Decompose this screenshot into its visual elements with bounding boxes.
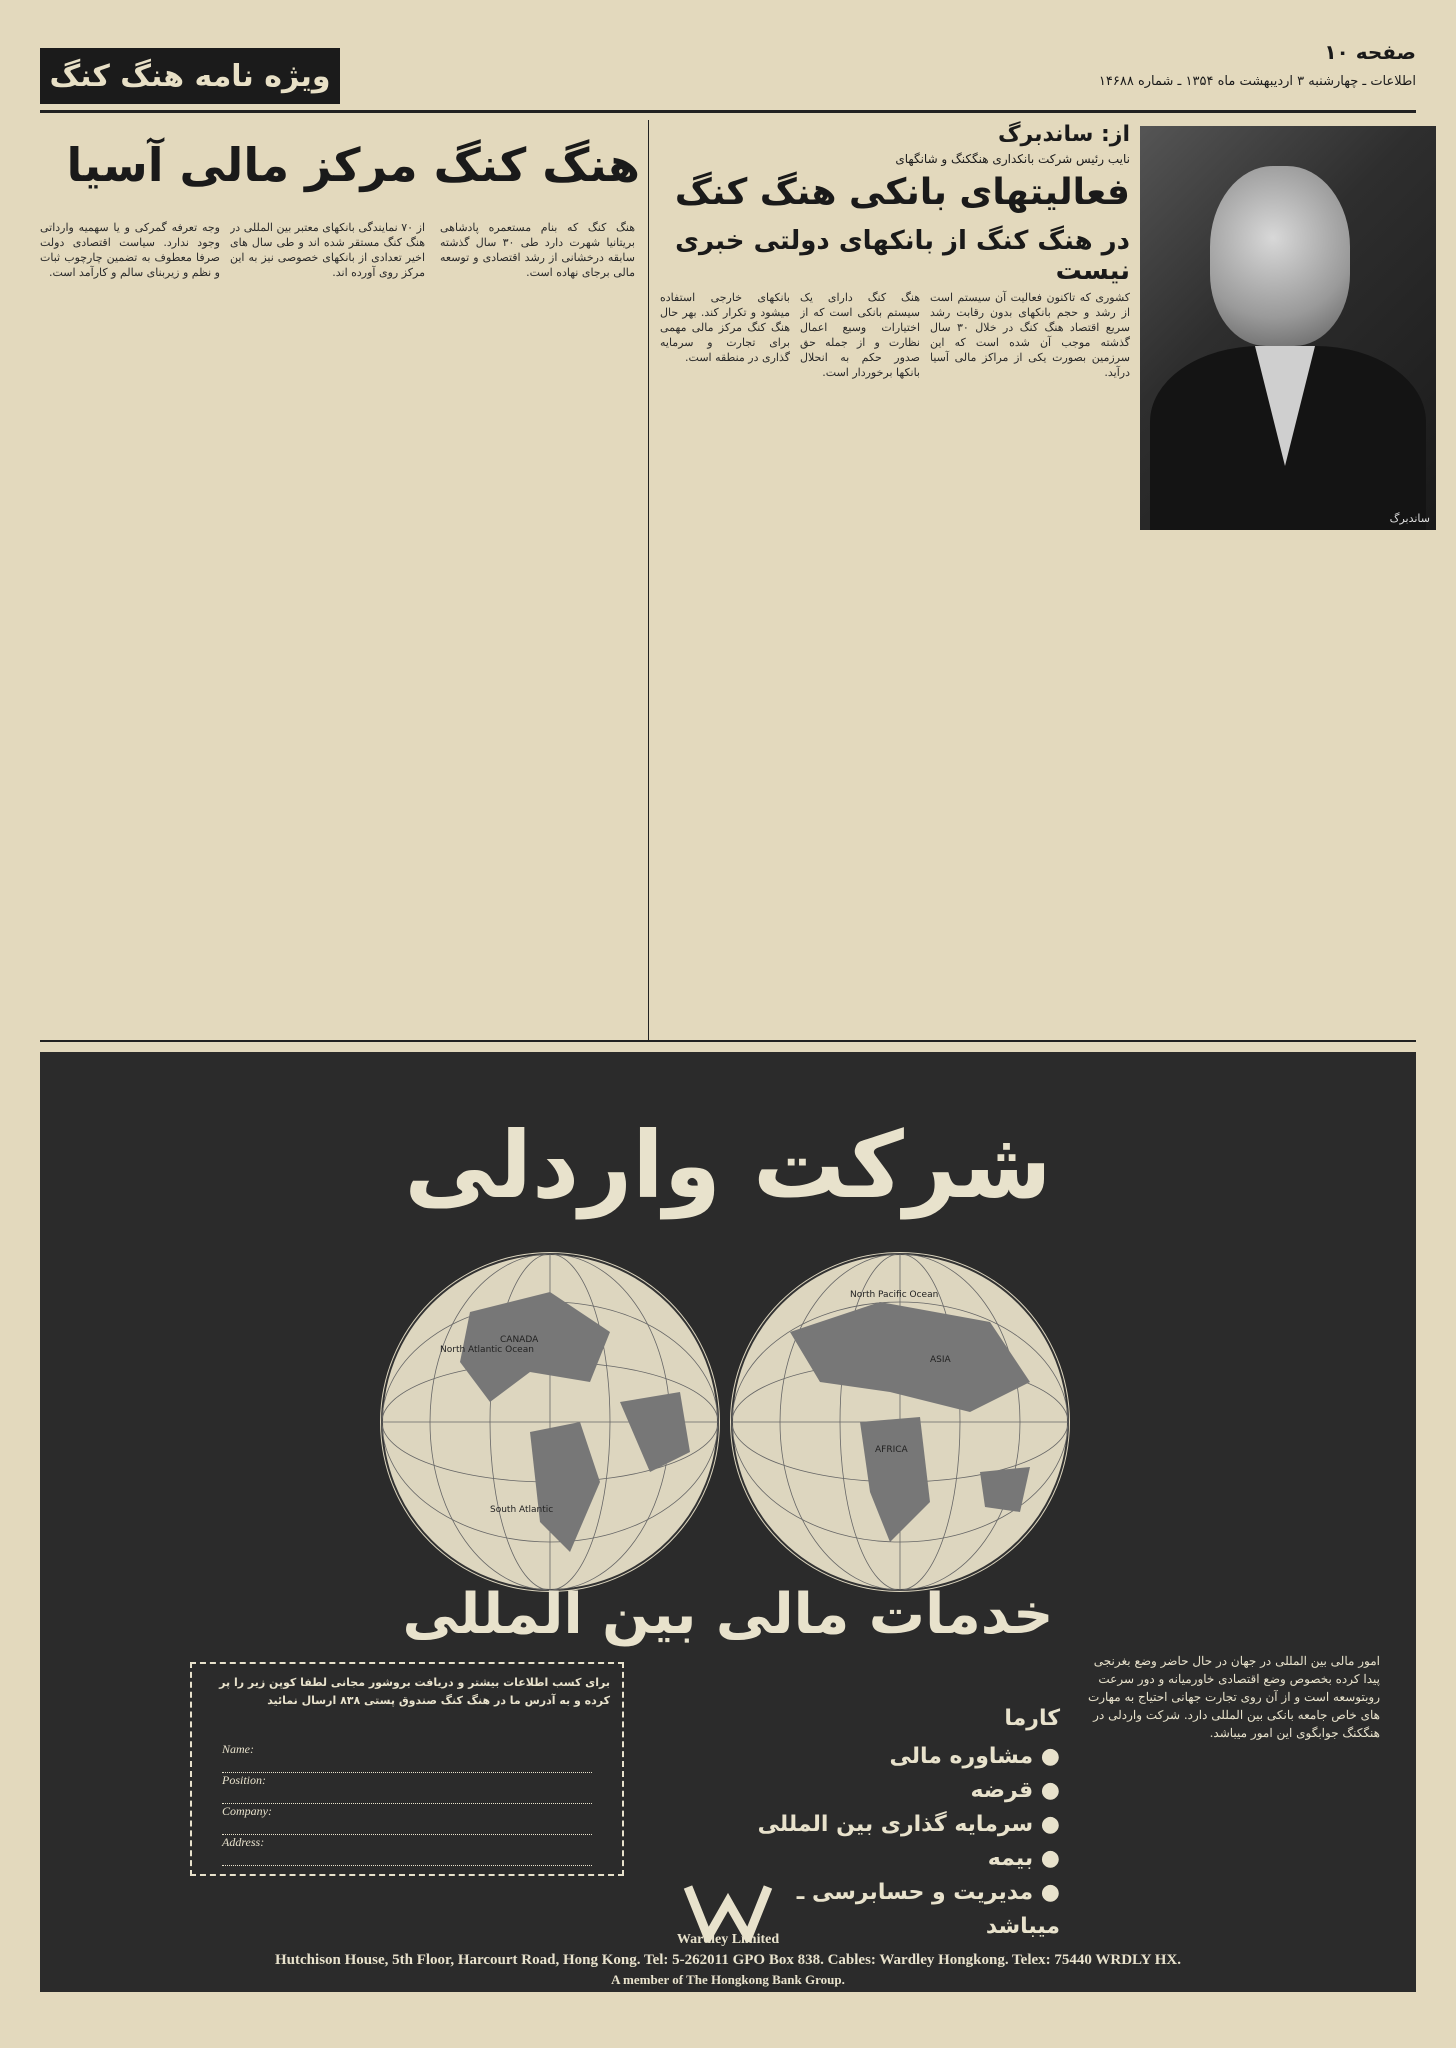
portrait-photo <box>1140 126 1436 530</box>
globe-label: South Atlantic <box>490 1505 554 1515</box>
globe-left <box>380 1252 720 1592</box>
field-label: Address: <box>222 1835 265 1849</box>
paragraph: هنگ کنگ که بنام مستعمره پادشاهی بریتانیا شهرت دارد طی ۳۰ سال گذشته سابقه درخشانی از رشد اقتصادی و توسعه مالی برجای نهاده است. <box>440 221 635 279</box>
service-item: ● مشاوره مالی <box>889 1744 1060 1769</box>
paragraph: کشوری که تاکنون فعالیت آن سیستم است از رشد و حجم بانکهای بدون رقابت رشد سریع اقتصاد هنگ کنگ در خلال ۳۰ سال گذشته موجب آن شده است که این سرزمین بصورت یکی از مراکز مالی آسیا درآید. <box>930 291 1130 379</box>
field-label: Company: <box>222 1804 272 1818</box>
services-list <box>740 1702 1060 1944</box>
coupon-form <box>190 1662 624 1876</box>
article-center-col-2 <box>230 220 425 1020</box>
paragraph: بانکهای خارجی استفاده میشود و تکرار کند. بهر حال هنگ کنگ مرکز مالی مهمی برای تجارت و سرمایه گذاری در منطقه است. <box>660 291 790 364</box>
article-center-col-1 <box>440 220 635 1020</box>
ad-body-text: امور مالی بین المللی در جهان در حال حاضر وضع بغرنجی پیدا کرده بخصوص وضع اقتصادی خاورمیانه و دور سرعت روبتوسعه است و از آن روی تجارت جهانی احتیاج به مهارت های خاص جامعه بانکی بین المللی دارد. شرکت واردلی در هنگکنگ جوابگوی این امور میباشد. <box>1087 1654 1380 1740</box>
subheadline: در هنگ کنگ از بانکهای دولتی خبری نیست <box>675 226 1130 286</box>
member-line: A member of The Hongkong Bank Group. <box>611 1972 845 1987</box>
field-label: Position: <box>222 1773 266 1787</box>
wardley-advertisement <box>40 1052 1416 1992</box>
field-label: Name: <box>222 1742 254 1756</box>
page-number: صفحه ۱۰ <box>1324 40 1416 64</box>
ad-address: Hutchison House, 5th Floor, Harcourt Road, Hong Kong. Tel: 5-262011 GPO Box 838. Cables: Wardley Hongkong. Telex: 75440 WRDLY HX. <box>275 1952 1181 1968</box>
coupon-position-field[interactable] <box>222 1773 592 1804</box>
service-item: ● بیمه <box>987 1846 1060 1871</box>
column-divider <box>648 120 649 1040</box>
globe-label: AFRICA <box>875 1445 908 1455</box>
coupon-address-field[interactable] <box>222 1835 592 1866</box>
ad-subtitle: خدمات مالی بین المللی <box>402 1582 1054 1647</box>
service-item: ● مدیریت و حسابرسی ـ میباشد <box>796 1880 1060 1939</box>
globe-label: North Atlantic Ocean <box>440 1345 534 1355</box>
coupon-name-field[interactable] <box>222 1742 592 1773</box>
services-heading: کارما <box>1004 1706 1060 1731</box>
special-section-banner: ویژه نامه هنگ کنگ <box>40 48 340 104</box>
globe-label: ASIA <box>930 1355 951 1365</box>
paragraph: وجه تعرفه گمرکی و یا سهمیه وارداتی وجود ندارد. سیاست اقتصادی دولت صرفا معطوف به تضمین چارچوب ثبات و نظم و زیربنای سالم و کارآمد است. <box>40 221 220 279</box>
globe-label: CANADA <box>500 1335 539 1345</box>
byline-from: از: ساندبرگ <box>998 122 1130 147</box>
paragraph: از ۷۰ نمایندگی بانکهای معتبر بین المللی در هنگ کنگ مستقر شده اند و طی سال های اخیر تعدادی از بانکهای خصوصی نیز به این مرکز روی آورده اند. <box>230 221 425 279</box>
ad-company-name: شرکت واردلی <box>404 1112 1052 1219</box>
coupon-company-field[interactable] <box>222 1804 592 1835</box>
globe-label: North Pacific Ocean <box>850 1290 939 1300</box>
article-banking-col-2 <box>800 290 920 1070</box>
photo-caption: ساندبرگ <box>1389 512 1430 525</box>
headline: هنگ کنگ مرکز مالی آسیا <box>66 138 640 192</box>
page-header <box>0 0 1456 110</box>
service-item: ● قرضه <box>970 1778 1060 1803</box>
coupon-instructions: برای کسب اطلاعات بیشتر و دریافت بروشور مجانی لطفا کوپن زیر را پر کرده و به آدرس ما در هنگ کنگ صندوق پستی ۸۳۸ ارسال نمائید <box>219 1676 610 1707</box>
service-item: ● سرمایه گذاری بین المللی <box>757 1812 1060 1837</box>
logo-name: Wardley Limited <box>676 1932 780 1947</box>
section-rule <box>40 1040 1416 1042</box>
headline: فعالیتهای بانکی هنگ کنگ <box>674 172 1130 213</box>
header-rule <box>40 110 1416 113</box>
globe-right <box>730 1252 1070 1592</box>
article-center-col-3 <box>40 220 220 1020</box>
article-banking-col-3 <box>660 290 790 1070</box>
issue-line: اطلاعات ـ چهارشنبه ۳ اردیبهشت ماه ۱۳۵۴ ـ شماره ۱۴۶۸۸ <box>1098 74 1416 89</box>
article-banking-col-1 <box>930 290 1130 1070</box>
byline-title: نایب رئیس شرکت بانکداری هنگکنگ و شانگهای <box>895 152 1130 166</box>
paragraph: هنگ کنگ دارای یک سیستم بانکی است که از اختیارات وسیع اعمال نظارت و از جمله حق صدور حکم به انحلال بانکها برخوردار است. <box>800 291 920 379</box>
